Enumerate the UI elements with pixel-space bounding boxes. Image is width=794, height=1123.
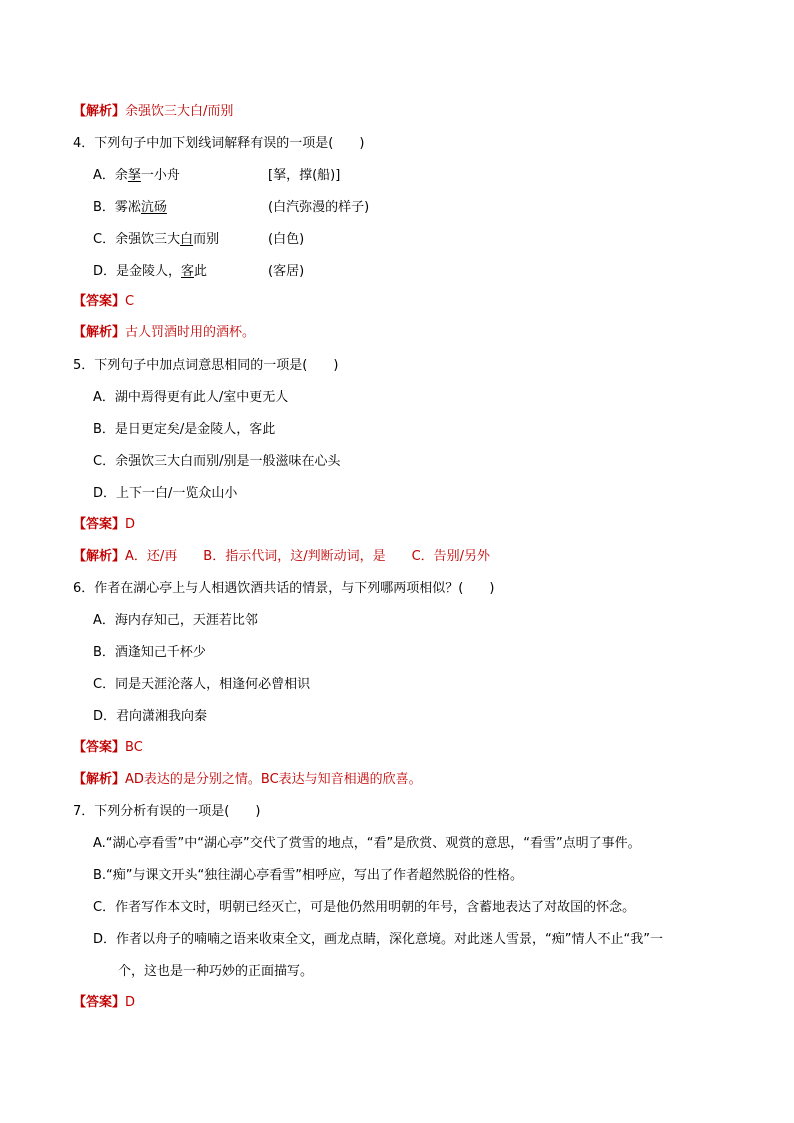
answer-tag: 【答案】 bbox=[73, 294, 126, 309]
option-d: D．作者以舟子的喃喃之语来收束全文，画龙点睛，深化意境。对此迷人雪景，“痴”情人不止“我”一 bbox=[93, 932, 663, 947]
option-gloss: (客居) bbox=[268, 264, 305, 279]
option-gloss: (白汽弥漫的样子) bbox=[268, 200, 370, 215]
answer-tag: 【答案】 bbox=[73, 517, 126, 532]
option-c: C．同是天涯沦落人，相逢何必曾相识 bbox=[93, 677, 311, 692]
question-stem: 6．作者在湖心亭上与人相遇饮酒共话的情景，与下列哪两项相似？( ) bbox=[73, 581, 495, 596]
answer-line bbox=[73, 516, 135, 534]
question-stem: 5．下列句子中加点词意思相同的一项是( ) bbox=[73, 358, 339, 373]
option-a: A．海内存知己，天涯若比邻 bbox=[93, 613, 258, 628]
answer-tag: 【答案】 bbox=[73, 995, 126, 1010]
analysis-tag: 【解析】 bbox=[73, 104, 126, 119]
analysis-text: AD表达的是分别之情。BC表达与知音相遇的欣喜。 bbox=[125, 772, 422, 787]
analysis-text: 古人罚酒时用的酒杯。 bbox=[125, 325, 256, 340]
option-gloss: (白色) bbox=[268, 232, 305, 247]
option-a: A.“湖心亭看雪”中“湖心亭”交代了赏雪的地点，“看”是欣赏、观赏的意思，“看雪”点明了事件。 bbox=[93, 836, 641, 851]
underlined-word: 拏 bbox=[127, 168, 141, 183]
option-b: B．是日更定矣/是金陵人，客此 bbox=[93, 422, 276, 437]
underlined-word: 白 bbox=[180, 232, 194, 247]
underlined-word: 客 bbox=[181, 264, 195, 279]
answer-tag: 【答案】 bbox=[73, 740, 126, 755]
analysis-tag: 【解析】 bbox=[73, 549, 126, 564]
option-b: B.“痴”与课文开头“独往湖心亭看雪”相呼应，写出了作者超然脱俗的性格。 bbox=[93, 868, 523, 883]
answer-value: D bbox=[125, 995, 136, 1010]
answer-value: BC bbox=[125, 740, 143, 755]
option-a: A．湖中焉得更有此人/室中更无人 bbox=[93, 390, 289, 405]
option-c: C．余强饮三大白而别/别是一般滋味在心头 bbox=[93, 454, 341, 469]
document-page: 【解析】余强饮三大白/而别 4．下列句子中加下划线词解释有误的一项是( ) A．余拏一小舟 [拏，撑(船)] B．雾凇沆砀 (白汽弥漫的样子) C．余强饮三大白而别 (白色) D．是金陵人，客此 (客居) 【答案】C 【解析】古人罚酒时用的酒杯。 5．下列句子中加点词意思相同的一项是( ) A．湖中焉得更有此人/室中更无人 B．是日更定矣/是金陵人，客此 C．余强饮三大白而别/别是一般滋味在心头 D．上下一白/一览众山小 【答案】D 【解析】A．还/再 B．指示代词，这/判断动词，是 C．告别/另外 6．作者在湖心亭上与人相遇饮酒共话的情景，与下列哪两项相似？( ) A．海内存知己，天涯若比邻 B．酒逢知己千杯少 C．同是天涯沦落人，相逢何必曾相识 D．君向潇湘我向秦 【答案】BC 【解析】AD表达的是分别之情。BC表达与知音相遇的欣喜。 7．下列分析有误的一项是( ) A.“湖心亭看雪”中“湖心亭”交代了赏雪的地点，“看”是欣赏、观赏的意思，“看雪”点明了事件。 B.“痴”与课文开头“独往湖心亭看雪”相呼应，写出了作者超然脱俗的性格。 C．作者写作本文时，明朝已经灭亡，可是他仍然用明朝的年号，含蓄地表达了对故国的怀念。 D．作者以舟子的喃喃之语来收束全文，画龙点睛，深化意境。对此迷人雪景，“痴”情人不止“我”一 个，这也是一种巧妙的正面描写。 【答案】D bbox=[73, 104, 663, 1010]
option-gloss: [拏，撑(船)] bbox=[268, 168, 341, 183]
question-stem: 7．下列分析有误的一项是( ) bbox=[73, 804, 261, 819]
analysis-line bbox=[73, 771, 422, 789]
analysis-line bbox=[73, 103, 233, 121]
answer-line bbox=[73, 994, 135, 1012]
option-d-continued: 个，这也是一种巧妙的正面描写。 bbox=[118, 964, 314, 979]
underlined-word: 沆砀 bbox=[140, 200, 167, 215]
analysis-tag: 【解析】 bbox=[73, 325, 126, 340]
answer-line bbox=[73, 739, 143, 757]
analysis-text: 余强饮三大白/而别 bbox=[125, 104, 234, 119]
analysis-tag: 【解析】 bbox=[73, 772, 126, 787]
option-d: D．上下一白/一览众山小 bbox=[93, 486, 238, 501]
analysis-line bbox=[73, 548, 490, 566]
option-c: C．作者写作本文时，明朝已经灭亡，可是他仍然用明朝的年号，含蓄地表达了对故国的怀念。 bbox=[93, 900, 636, 915]
answer-value: C bbox=[125, 294, 135, 309]
answer-line bbox=[73, 293, 134, 311]
option-d: D．君向潇湘我向秦 bbox=[93, 709, 208, 724]
question-stem: 4．下列句子中加下划线词解释有误的一项是( ) bbox=[73, 136, 365, 151]
option-b: B．酒逢知己千杯少 bbox=[93, 645, 206, 660]
answer-value: D bbox=[125, 517, 136, 532]
analysis-text: A．还/再 B．指示代词，这/判断动词，是 C．告别/另外 bbox=[125, 549, 491, 564]
analysis-line bbox=[73, 324, 255, 342]
